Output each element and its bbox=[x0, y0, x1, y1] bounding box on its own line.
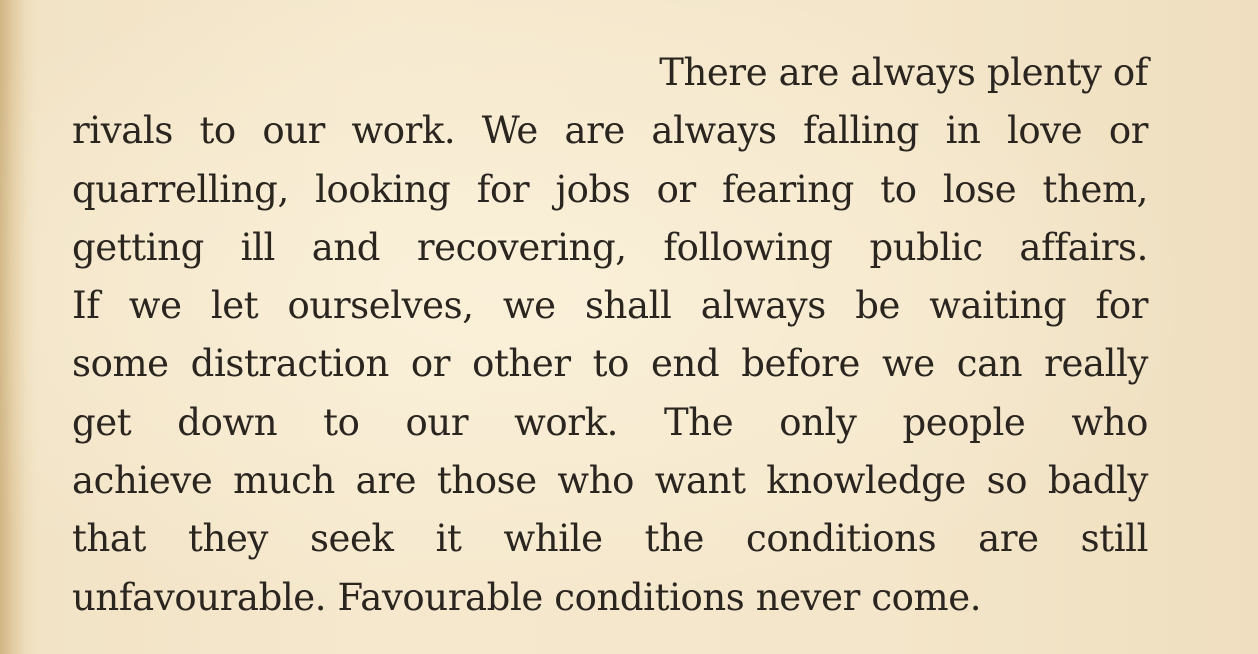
passage-line: If we let ourselves, we shall always be waiting for bbox=[72, 284, 1148, 328]
passage-line: some distraction or other to end before we can really bbox=[72, 342, 1148, 386]
passage-line: quarrelling, looking for jobs or fearing to lose them, bbox=[72, 167, 1148, 211]
passage-line: achieve much are those who want knowledge so badly bbox=[72, 459, 1148, 503]
passage-line: unfavourable. Favourable conditions never come. bbox=[72, 575, 982, 619]
book-page-edge bbox=[0, 0, 26, 654]
passage-line: There are always plenty of bbox=[659, 51, 1148, 94]
passage-line: get down to our work. The only people who bbox=[72, 400, 1148, 444]
book-passage bbox=[72, 44, 1148, 627]
passage-line: getting ill and recovering, following public affairs. bbox=[72, 225, 1148, 269]
passage-line: rivals to our work. We are always falling in love or bbox=[72, 109, 1148, 153]
passage-line: that they seek it while the conditions are still bbox=[72, 517, 1148, 561]
